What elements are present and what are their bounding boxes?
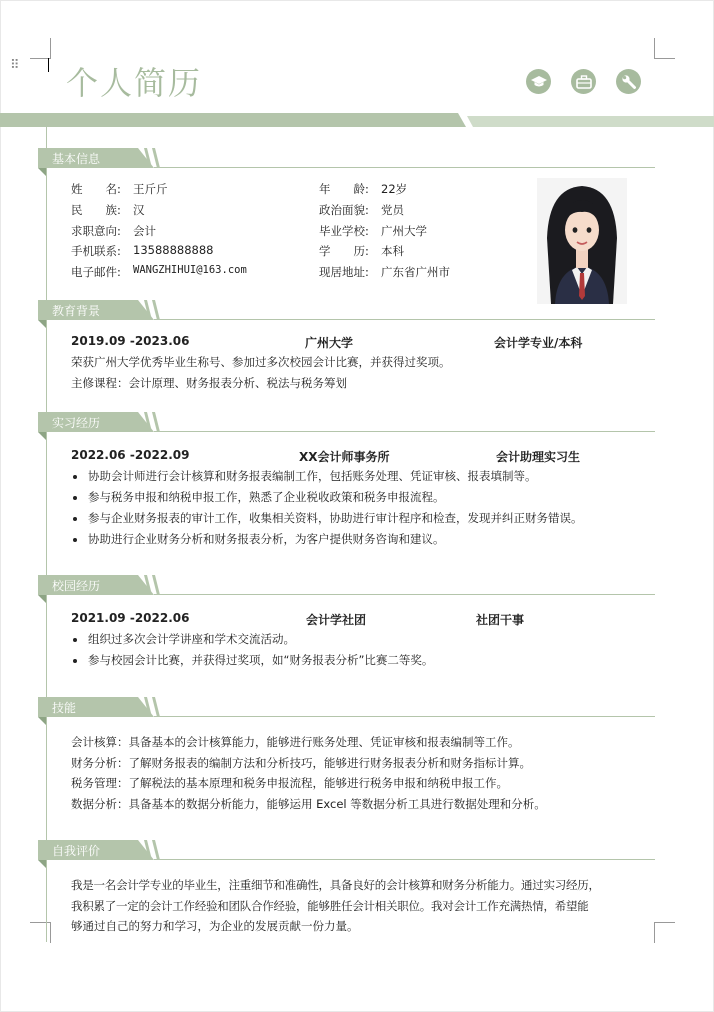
edu-line: 主修课程：会计原理、财务报表分析、税法与税务筹划 [71,376,347,390]
info-label: 政治面貌: [319,203,369,217]
intern-company: XX会计师事务所 [299,450,390,464]
text-cursor [48,58,49,72]
crop-mark [654,922,675,943]
section-header-internship [38,412,655,434]
info-label: 学 历: [319,244,369,258]
self-line: 够通过自己的努力和学习，为企业的发展贡献一份力量。 [71,919,359,933]
bullet [73,496,77,500]
intern-bullet: 协助会计师进行会计核算和财务报表编制工作，包括账务处理、凭证审核、报表填制等。 [88,469,537,483]
crop-mark [654,38,675,59]
crop-mark [30,922,51,943]
section-header-skills [38,697,655,719]
bullet [73,659,77,663]
self-line: 我是一名会计学专业的毕业生，注重细节和准确性，具备良好的会计核算和财务分析能力。通过实习经历， [71,878,600,892]
section-header-self [38,840,655,862]
skill-line: 会计核算：具备基本的会计核算能力，能够进行账务处理、凭证审核和报表编制等工作。 [71,735,520,749]
page-title: 个人简历 [66,64,203,102]
section-header-campus [38,575,655,597]
info-value: 广东省广州市 [381,265,450,279]
wrench-icon [616,69,641,94]
section-title: 自我评价 [52,844,101,858]
section-title: 基本信息 [52,152,101,166]
campus-date: 2021.09 -2022.06 [71,611,190,625]
graduation-cap-icon [526,69,551,94]
profile-photo [537,178,627,304]
edu-line: 荣获广州大学优秀毕业生称号、参加过多次校园会计比赛，并获得过奖项。 [71,355,451,369]
info-value: 党员 [381,203,404,217]
bullet [73,517,77,521]
campus-role: 社团干事 [476,613,525,627]
crop-mark [30,38,51,59]
info-label: 年 龄: [319,182,369,196]
info-label: 毕业学校: [319,224,369,238]
info-value: 王斤斤 [133,182,168,196]
intern-date: 2022.06 -2022.09 [71,448,190,462]
intern-bullet: 协助进行企业财务分析和财务报表分析，为客户提供财务咨询和建议。 [88,532,445,546]
bullet [73,638,77,642]
info-label: 民 族: [71,203,121,217]
intern-bullet: 参与税务申报和纳税申报工作，熟悉了企业税收政策和税务申报流程。 [88,490,445,504]
header-icons [526,69,641,94]
skill-line: 数据分析：具备基本的数据分析能力，能够运用 Excel 等数据分析工具进行数据处理和分析。 [71,797,546,811]
info-label: 手机联系: [71,244,121,258]
skill-line: 财务分析：了解财务报表的编制方法和分析技巧，能够进行财务报表分析和财务指标计算。 [71,756,531,770]
info-value: 汉 [133,203,145,217]
edu-date: 2019.09 -2023.06 [71,334,190,348]
intern-bullet: 参与企业财务报表的审计工作，收集相关资料，协助进行审计程序和检查，发现并纠正财务错误。 [88,511,583,525]
section-title: 实习经历 [52,416,101,430]
info-label: 现居地址: [319,265,369,279]
section-title: 技能 [52,701,77,715]
info-label: 电子邮件: [71,265,121,279]
section-header-basic [38,148,655,170]
bullet [73,475,77,479]
section-header-education [38,300,655,322]
briefcase-icon [571,69,596,94]
campus-bullet: 组织过多次会计学讲座和学术交流活动。 [88,632,295,646]
header-bar-light [467,116,714,127]
self-line: 我积累了一定的会计工作经验和团队合作经验，能够胜任会计相关职位。我对会计工作充满热情，希望能 [71,899,589,913]
edu-major: 会计学专业/本科 [494,336,583,350]
skill-line: 税务管理：了解税法的基本原理和税务申报流程，能够进行税务申报和纳税申报工作。 [71,776,508,790]
campus-bullet: 参与校园会计比赛，并获得过奖项，如“财务报表分析”比赛二等奖。 [88,653,434,667]
info-value: 广州大学 [381,224,427,238]
section-title: 教育背景 [52,304,101,318]
header-bar-dark [0,113,466,127]
timeline-line [46,127,47,942]
info-value: WANGZHIHUI@163.com [133,264,247,276]
info-label: 求职意向: [71,224,121,238]
info-value: 22岁 [381,182,408,196]
info-value: 会计 [133,224,156,238]
edu-school: 广州大学 [305,336,354,350]
drag-handle-icon[interactable]: ⠿ [10,58,19,73]
info-value: 本科 [381,244,404,258]
section-title: 校园经历 [52,579,101,593]
info-value: 13588888888 [133,243,214,257]
bullet [73,538,77,542]
intern-role: 会计助理实习生 [496,450,581,464]
campus-org: 会计学社团 [306,613,367,627]
info-label: 姓 名: [71,182,121,196]
